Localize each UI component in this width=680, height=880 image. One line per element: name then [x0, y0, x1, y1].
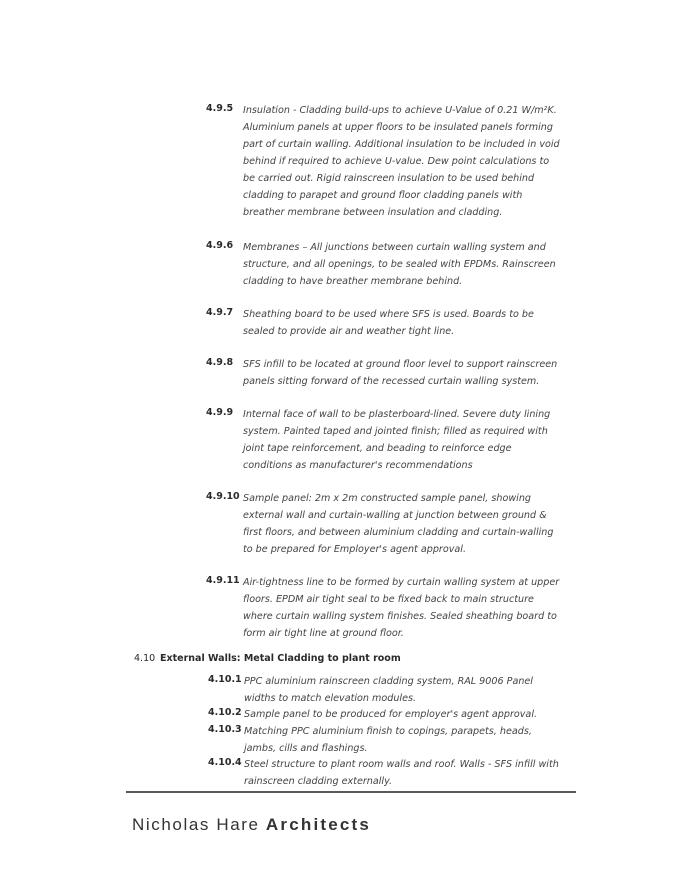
clause-number: 4.9.7 [206, 307, 234, 318]
clause-number: 4.9.6 [206, 240, 234, 251]
firm-suffix: Architects [265, 815, 372, 834]
clause-text: Membranes – All junctions between curtain walling system and structure, and all openings, to be sealed with EPDMs. Rainscreen cladding to have breather membrane behind. [243, 242, 556, 287]
section-number: 4.10 [134, 653, 156, 664]
clause-number: 4.10.1 [208, 674, 242, 685]
clause-text: Sample panel to be produced for employer's agent approval. [244, 709, 538, 720]
clause-text: Insulation - Cladding build-ups to achieve U-Value of 0.21 W/m²K. Aluminium panels at upper floors to be insulated panels forming part of curtain walling. Additional insulation to be included in void behind if required to achieve U-value. Dew point calculations to be carried out. Rigid rainscreen insulation to be used behind cladding to parapet and ground floor cladding panels with breather membrane between insulation and cladding. [243, 105, 560, 218]
clause-text: PPC aluminium rainscreen cladding system, RAL 9006 Panel widths to match elevation modules. [244, 676, 533, 704]
clause-number: 4.10.2 [208, 707, 242, 718]
clause-text: Matching PPC aluminium finish to copings, parapets, heads, jambs, cills and flashings. [244, 726, 532, 754]
firm-logotype [132, 815, 371, 835]
firm-name: Nicholas Hare [132, 815, 260, 834]
clause-number: 4.9.5 [206, 103, 234, 114]
clause-number: 4.9.11 [206, 575, 240, 586]
clause-text: Sheathing board to be used where SFS is used. Boards to be sealed to provide air and weather tight line. [243, 309, 534, 337]
clause-text: Steel structure to plant room walls and roof. Walls - SFS infill with rainscreen cladding externally. [244, 759, 559, 787]
clause-text: SFS infill to be located at ground floor level to support rainscreen panels sitting forward of the recessed curtain walling system. [243, 359, 558, 387]
clause-text: Internal face of wall to be plasterboard-lined. Severe duty lining system. Painted taped and jointed finish; filled as required with joint tape reinforcement, and beading to reinforce edge conditions as manufacturer's recommendations [243, 409, 551, 471]
clause-number: 4.9.9 [206, 407, 234, 418]
clause-number: 4.10.4 [208, 757, 242, 768]
clause-number: 4.9.8 [206, 357, 234, 368]
clause-text: Sample panel: 2m x 2m constructed sample panel, showing external wall and curtain-walling at junction between ground & first floors, and between aluminium cladding and curtain-walling to be prepared for Employer's agent approval. [243, 493, 554, 555]
clause-number: 4.9.10 [206, 491, 240, 502]
footer-divider [126, 791, 576, 793]
clause-text: Air-tightness line to be formed by curtain walling system at upper floors. EPDM air tight seal to be fixed back to main structure where curtain walling system finishes. Sealed sheathing board to form air tight line at ground floor. [243, 577, 560, 639]
clause-number: 4.10.3 [208, 724, 242, 735]
section-heading [134, 653, 401, 664]
section-title: External Walls: Metal Cladding to plant room [160, 653, 401, 664]
